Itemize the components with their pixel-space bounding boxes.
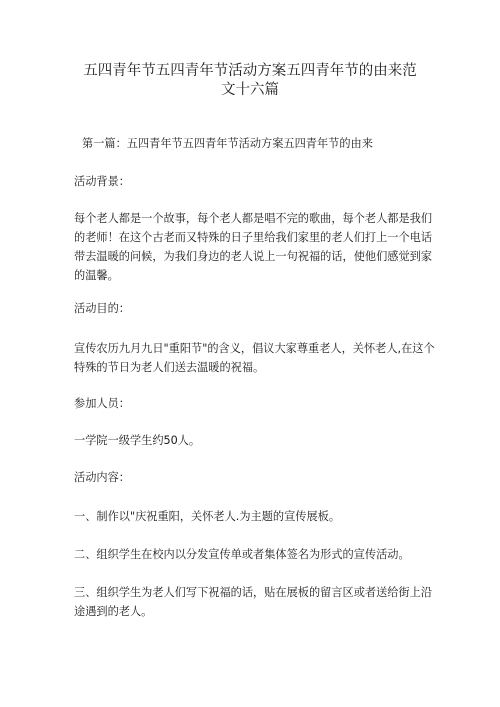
background-label: 活动背景： (74, 175, 130, 188)
participants-label: 参加人员： (74, 397, 130, 410)
content-item-1: 一、制作以"庆祝重阳，关怀老人.为主题的宣传展板。 (74, 510, 341, 523)
content-item-2: 二、组织学生在校内以分发宣传单或者集体签名为形式的宣传活动。 (74, 548, 410, 561)
background-body: 每个老人都是一个故事，每个老人都是唱不完的歌曲，每个老人都是我们的老师！在这个古老而又特殊的日子里给我们家里的老人们打上一个电话带去温暖的问候，为我们身边的老人说上一句祝福的话，使他们感觉到家的温馨。 (74, 212, 433, 282)
participants-body: 一学院一级学生约50人。 (74, 434, 201, 447)
title-line-1: 五四青年节五四青年节活动方案五四青年节的由来范 (83, 63, 417, 79)
purpose-body: 宣传农历九月九日"重阳节"的含义，倡议大家尊重老人，关怀老人,在这个特殊的节日为老人们送去温暖的祝福。 (74, 342, 435, 374)
title-line-2: 文十六篇 (221, 82, 279, 98)
content-label: 活动内容： (74, 471, 130, 484)
purpose-label: 活动目的： (74, 302, 130, 315)
section-heading: 第一篇：五四青年节五四青年节活动方案五四青年节的由来 (82, 137, 373, 150)
document-title (60, 62, 440, 100)
content-item-3: 三、组织学生为老人们写下祝福的话，贴在展板的留言区或者送给街上沿途遇到的老人。 (74, 586, 433, 618)
